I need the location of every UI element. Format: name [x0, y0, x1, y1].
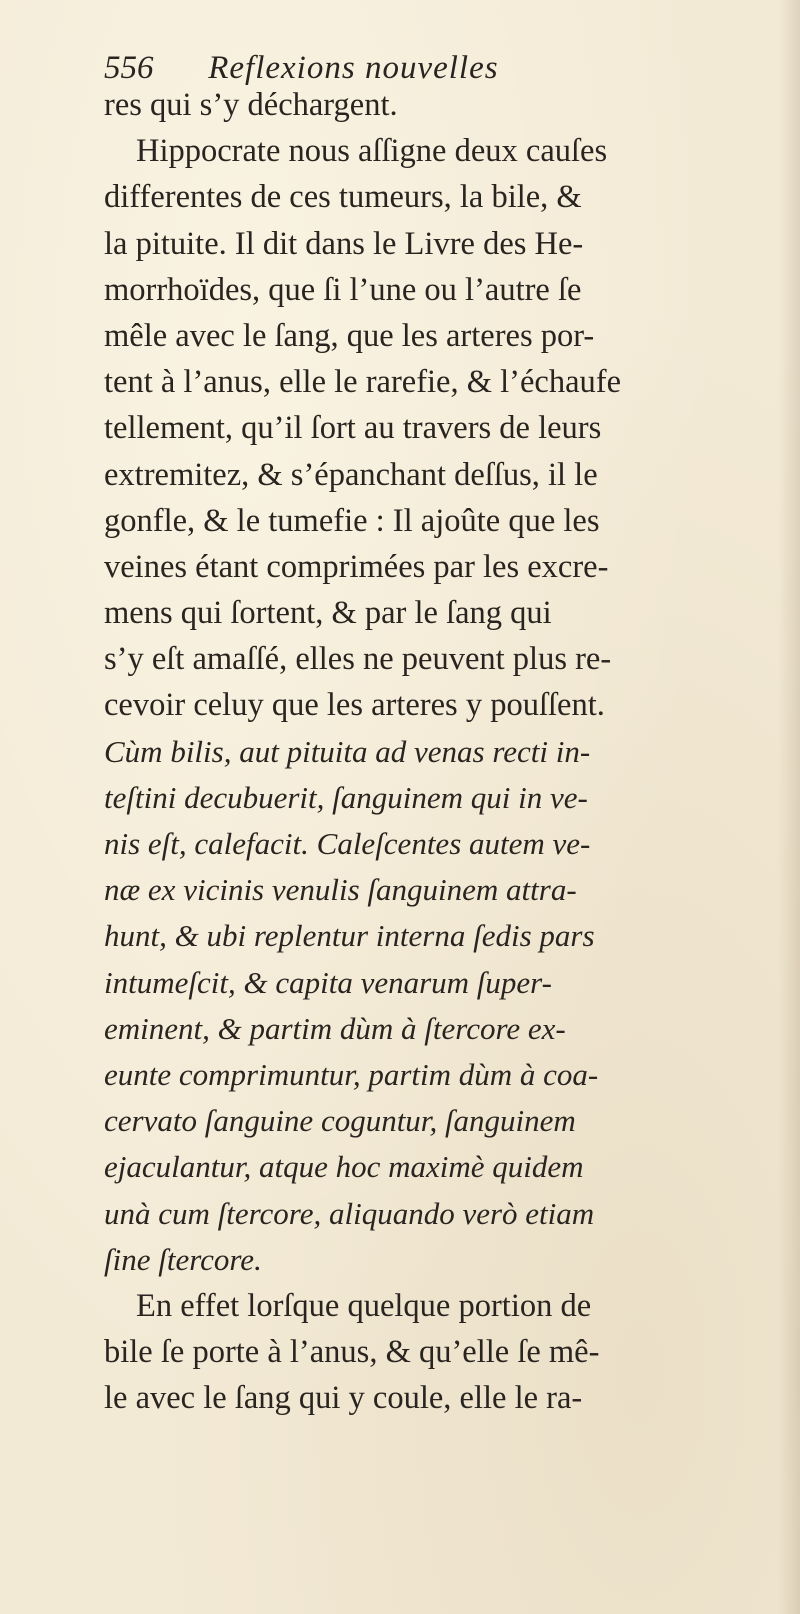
text-line: tellement, qu’il ſort au travers de leurs: [104, 410, 602, 447]
text-line: cevoir celuy que les arteres y pouſſent.: [104, 687, 605, 724]
text-line: s’y eſt amaſſé, elles ne peuvent plus re-: [104, 641, 612, 678]
text-line: mêle avec le ſang, que les arteres por-: [104, 317, 595, 354]
text-line: bile ſe porte à l’anus, & qu’elle ſe mê-: [104, 1334, 600, 1371]
text-line: morrhoïdes, que ſi l’une ou l’autre ſe: [104, 271, 582, 308]
latin-quote-line: Cùm bilis, aut pituita ad venas recti in-: [104, 733, 591, 769]
text-line: veines étant comprimées par les excre-: [104, 548, 609, 585]
latin-quote-line: eminent, & partim dùm à ſtercore ex-: [104, 1010, 566, 1046]
latin-quote-line: hunt, & ubi replentur interna ſedis pars: [104, 918, 595, 954]
latin-quote-line: teſtini decubuerit, ſanguinem qui in ve-: [104, 779, 588, 815]
latin-quote-line: næ ex vicinis venulis ſanguinem attra-: [104, 872, 577, 908]
text-line: res qui s’y déchargent.: [104, 87, 398, 123]
page-text-block: [104, 40, 794, 1421]
text-line: differentes de ces tumeurs, la bile, &: [104, 179, 582, 216]
page-number: 556: [104, 50, 154, 86]
text-line: mens qui ſortent, & par le ſang qui: [104, 595, 552, 632]
text-line: Hippocrate nous aſſigne deux cauſes: [136, 133, 608, 170]
latin-quote-line: nis eſt, calefacit. Caleſcentes autem ve-: [104, 826, 591, 861]
latin-quote-line: ejaculantur, atque hoc maximè quidem: [104, 1149, 584, 1185]
running-title: Reflexions nouvelles: [208, 50, 499, 86]
latin-quote-line: intumeſcit, & capita venarum ſuper-: [104, 964, 552, 1000]
text-line: extremitez, & s’épanchant deſſus, il le: [104, 456, 598, 493]
latin-quote-line: ſine ſtercore.: [104, 1241, 262, 1277]
text-line: gonfle, & le tumefie : Il ajoûte que les: [104, 502, 600, 539]
text-line: tent à l’anus, elle le rarefie, & l’échaufe: [104, 364, 622, 401]
latin-quote-line: cervato ſanguine coguntur, ſanguinem: [104, 1103, 576, 1139]
text-line: la pituite. Il dit dans le Livre des He-: [104, 225, 584, 262]
text-line: le avec le ſang qui y coule, elle le ra-: [104, 1380, 583, 1417]
text-line: En effet lorſque quelque portion de: [136, 1287, 592, 1324]
latin-quote-line: unà cum ſtercore, aliquando verò etiam: [104, 1195, 595, 1231]
latin-quote-line: eunte comprimuntur, partim dùm à coa-: [104, 1056, 599, 1092]
